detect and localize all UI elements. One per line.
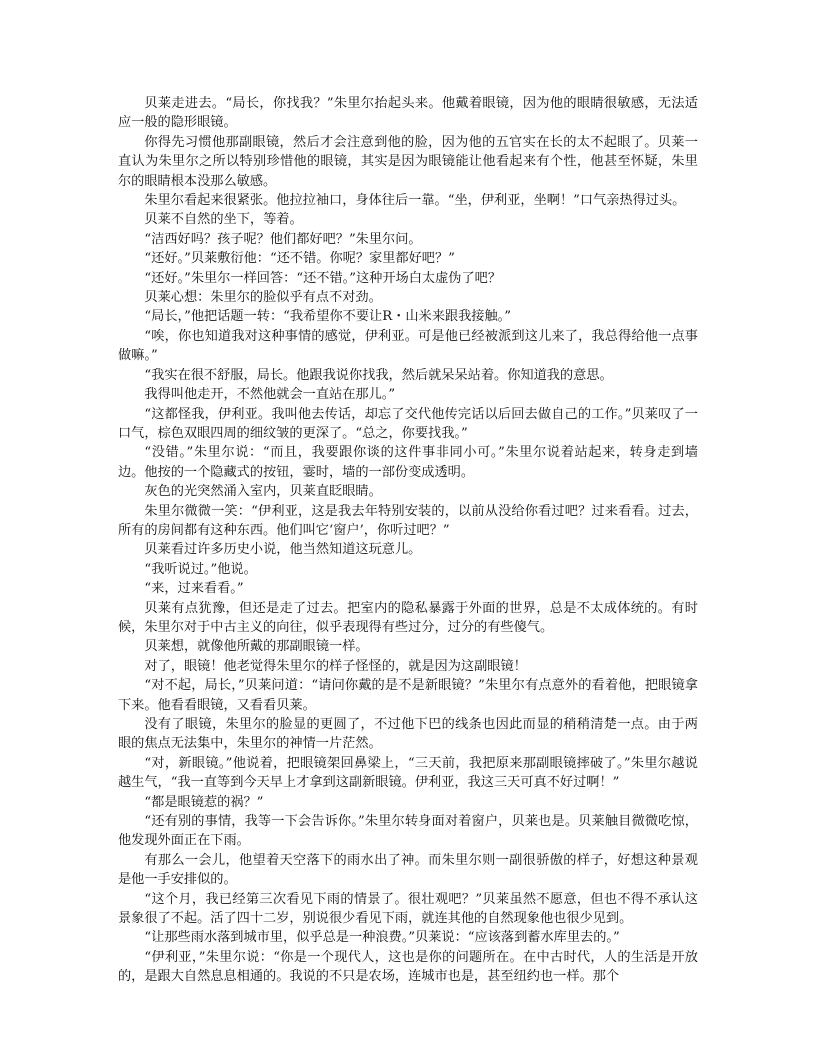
paragraph: “还好。”朱里尔一样回答：“还不错。”这种开场白太虚伪了吧？	[144, 270, 502, 286]
paragraph: 有那么一会儿，他望着天空落下的雨水出了神。而朱里尔则一副很骄傲的样子，好想这种景观是他一手安排似的。	[118, 852, 698, 888]
paragraph: 没有了眼镜，朱里尔的脸显的更圆了，不过他下巴的线条也因此而显的稍稍清楚一点。由于两眼的焦点无法集中，朱里尔的神情一片茫然。	[118, 717, 698, 752]
paragraph: 贝莱看过许多历史小说，他当然知道这玩意儿。	[144, 542, 422, 558]
paragraph: “对不起，局长，”贝莱问道：“请问你戴的是不是新眼镜？”朱里尔有点意外的看着他，把眼镜拿下来。他看看眼镜，又看看贝莱。	[118, 678, 698, 713]
paragraph: 贝莱走进去。“局长，你找我？”朱里尔抬起头来。他戴着眼镜，因为他的眼睛很敏感，无法适应一般的隐形眼镜。	[118, 96, 698, 131]
paragraph: “我听说过。”他说。	[144, 561, 257, 577]
paragraph: 贝莱不自然的坐下，等着。	[144, 212, 303, 228]
paragraph: 朱里尔看起来很紧张。他拉拉袖口，身体往后一靠。“坐，伊利亚，坐啊！”口气亲热得过头。	[144, 193, 686, 209]
paragraph: 你得先习惯他那副眼镜，然后才会注意到他的脸，因为他的五官实在长的太不起眼了。贝莱一直认为朱里尔之所以特别珍惜他的眼镜，其实是因为眼镜能让他看起来有个性，他甚至怀疑，朱里尔的眼睛根本没那么敏感。	[118, 134, 698, 189]
paragraph: “让那些雨水落到城市里，似乎总是一种浪费。”贝莱说：“应该落到蓄水库里去的。”	[144, 930, 620, 946]
paragraph: “我实在很不舒服，局长。他跟我说你找我，然后就呆呆站着。你知道我的意思。	[144, 367, 613, 383]
paragraph: “这个月，我已经第三次看见下雨的情景了。很壮观吧？”贝莱虽然不愿意，但也不得不承认这景象很了不起。活了四十二岁，别说很少看见下雨，就连其他的自然现象他也很少见到。	[118, 891, 698, 927]
paragraph: “还有别的事情，我等一下会告诉你。”朱里尔转身面对着窗户，贝莱也是。贝莱触目微微吃惊，他发现外面正在下雨。	[118, 814, 698, 849]
paragraph: 我得叫他走开，不然他就会一直站在那儿。”	[144, 387, 396, 403]
paragraph: 朱里尔微微一笑：“伊利亚，这是我去年特别安装的，以前从没给你看过吧？过来看看。过去，所有的房间都有这种东西。他们叫它‘窗户’，你听过吧？”	[118, 503, 698, 538]
paragraph: 贝莱想，就像他所戴的那副眼镜一样。	[144, 639, 369, 655]
paragraph: “局长，”他把话题一转：“我希望你不要让R・山米来跟我接触。”	[144, 309, 511, 325]
paragraph: “伊利亚，”朱里尔说：“你是一个现代人，这也是你的问题所在。在中古时代，人的生活是开放的，是跟大自然息息相通的。我说的不只是农场，连城市也是，甚至纽约也一样。那个	[118, 949, 698, 985]
paragraph: 贝莱心想：朱里尔的脸似乎有点不对劲。	[144, 290, 382, 306]
paragraph: 对了，眼镜！他老觉得朱里尔的样子怪怪的，就是因为这副眼镜！	[144, 658, 527, 674]
paragraph: “还好。”贝莱敷衍他：“还不错。你呢？家里都好吧？”	[144, 251, 455, 267]
paragraph: “唉，你也知道我对这种事情的感觉，伊利亚。可是他已经被派到这儿来了，我总得给他一点事做嘛。”	[118, 328, 698, 364]
paragraph: “洁西好吗？孩子呢？他们都好吧？”朱里尔问。	[144, 231, 422, 247]
paragraph: “没错。”朱里尔说：“而且，我要跟你谈的这件事非同小可。”朱里尔说着站起来，转身走到墙边。他按的一个隐藏式的按钮，霎时，墙的一部份变成透明。	[118, 445, 698, 480]
paragraph: “来，过来看看。”	[144, 581, 244, 597]
paragraph: “对，新眼镜。”他说着，把眼镜架回鼻梁上，“三天前，我把原来那副眼镜摔破了。”朱里尔越说越生气，“我一直等到今天早上才拿到这副新眼镜。伊利亚，我这三天可真不好过啊！”	[118, 755, 698, 791]
paragraph: “都是眼镜惹的祸？”	[144, 794, 264, 810]
paragraph: 灰色的光突然涌入室内，贝莱直眨眼睛。	[144, 484, 382, 500]
document-page	[118, 94, 698, 987]
paragraph: “这都怪我，伊利亚。我叫他去传话，却忘了交代他传完话以后回去做自己的工作。”贝莱叹了一口气，棕色双眼四周的细纹皱的更深了。“总之，你要找我。”	[118, 406, 698, 441]
paragraph: 贝莱有点犹豫，但还是走了过去。把室内的隐私暴露于外面的世界，总是不太成体统的。有时候，朱里尔对于中古主义的向往，似乎表现得有些过分，过分的有些傻气。	[118, 600, 698, 635]
